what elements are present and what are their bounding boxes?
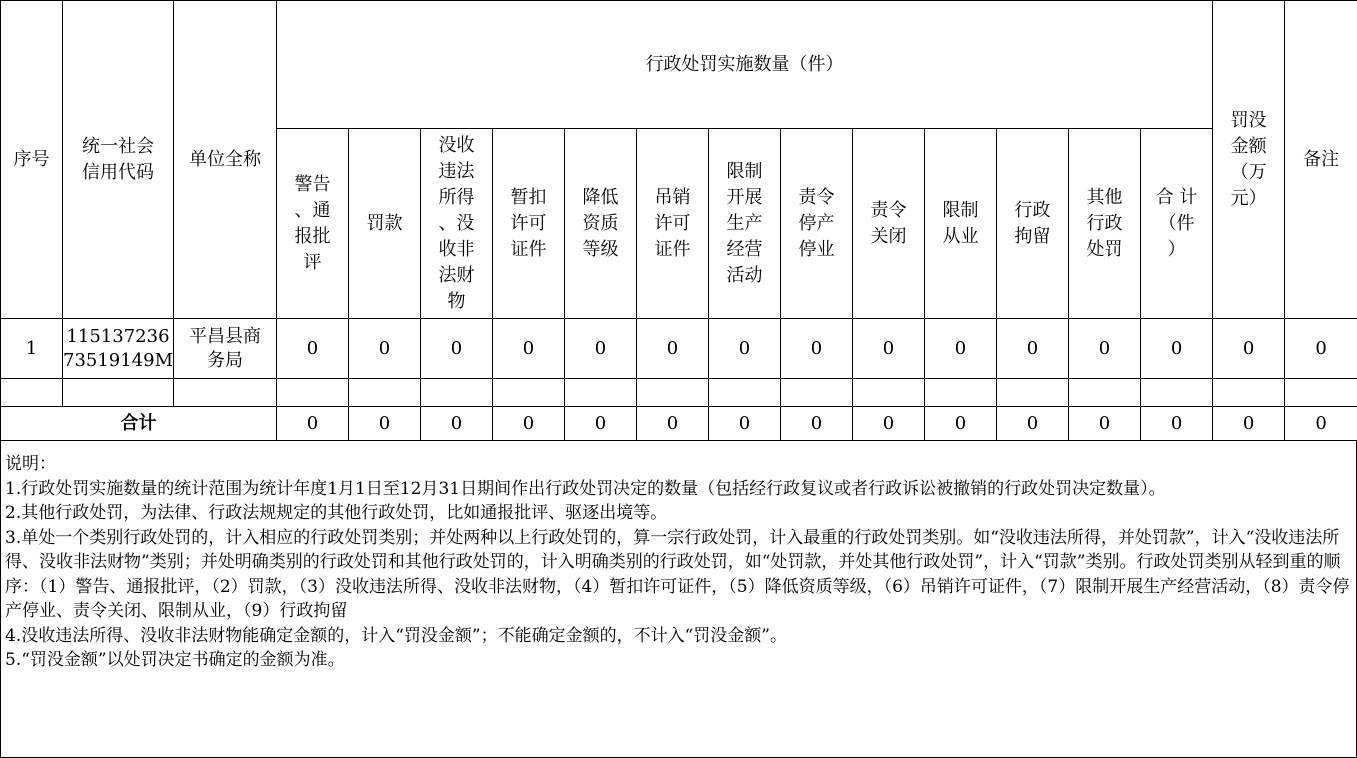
total-value: 0 — [1285, 407, 1357, 441]
note-item: 3.单处一个类别行政处罚的，计入相应的行政处罚类别；并处两种以上行政处罚的，算一宗行政处罚，计入最重的行政处罚类别。如“没收违法所得，并处罚款”，计入“没收违法所得、没收非法财物”类别；并处明确类别的行政处罚和其他行政处罚的，计入明确类别的行政处罚，如“处罚款，并处其他行政处罚”，计入“罚款”类别。行政处罚类别从轻到重的顺序：（1）警告、通报批评，（2）罚款，（3）没收违法所得、没收非法财物，（4）暂扣许可证件，（5）降低资质等级，（6）吊销许可证件，（7）限制开展生产经营活动，（8）责令停产停业、责令关闭、限制从业，（9）行政拘留 — [5, 527, 1350, 621]
header-seq: 序号 — [1, 1, 63, 319]
total-value: 0 — [349, 407, 421, 441]
header-penalty-type: 责令 关闭 — [853, 129, 925, 319]
header-penalty-type: 吊销 许可 证件 — [637, 129, 709, 319]
cell-value: 0 — [1285, 319, 1357, 379]
header-penalty-type: 其他 行政 处罚 — [1069, 129, 1141, 319]
total-value: 0 — [925, 407, 997, 441]
header-penalty-type: 合 计 （件 ） — [1141, 129, 1213, 319]
total-value: 0 — [565, 407, 637, 441]
cell-value: 0 — [1213, 319, 1285, 379]
total-label: 合计 — [1, 407, 277, 441]
cell-value: 0 — [493, 319, 565, 379]
cell-credit-code: 115137236 73519149M — [63, 319, 174, 379]
header-penalty-type: 没收 违法 所得 、没 收非 法财 物 — [421, 129, 493, 319]
total-value: 0 — [1069, 407, 1141, 441]
cell-value: 0 — [853, 319, 925, 379]
total-value: 0 — [637, 407, 709, 441]
cell-unit-name: 平昌县商 务局 — [174, 319, 277, 379]
total-value: 0 — [277, 407, 349, 441]
header-penalty-type: 责令 停产 停业 — [781, 129, 853, 319]
header-penalty-type: 限制 从业 — [925, 129, 997, 319]
notes-section — [0, 440, 1357, 758]
cell-value: 0 — [421, 319, 493, 379]
empty-row — [1, 379, 1357, 407]
cell-value: 0 — [349, 319, 421, 379]
header-penalty-type: 警告 、通 报批 评 — [277, 129, 349, 319]
total-value: 0 — [1213, 407, 1285, 441]
header-remark: 备注 — [1285, 1, 1357, 319]
header-penalty-type: 暂扣 许可 证件 — [493, 129, 565, 319]
total-value: 0 — [1141, 407, 1213, 441]
note-item: 1.行政处罚实施数量的统计范围为统计年度1月1日至12月31日期间作出行政处罚决定的数量（包括经行政复议或者行政诉讼被撤销的行政处罚决定数量）。 — [5, 478, 1166, 499]
note-item: 4.没收违法所得、没收非法财物能确定金额的，计入“罚没金额”；不能确定金额的，不计入“罚没金额”。 — [5, 625, 787, 646]
cell-value: 0 — [925, 319, 997, 379]
total-value: 0 — [709, 407, 781, 441]
note-item: 5.“罚没金额”以处罚决定书确定的金额为准。 — [5, 650, 345, 670]
cell-value: 0 — [637, 319, 709, 379]
total-value: 0 — [781, 407, 853, 441]
cell-value: 0 — [1069, 319, 1141, 379]
cell-value: 0 — [997, 319, 1069, 379]
total-value: 0 — [997, 407, 1069, 441]
cell-value: 0 — [781, 319, 853, 379]
total-value: 0 — [421, 407, 493, 441]
total-value: 0 — [493, 407, 565, 441]
cell-value: 0 — [709, 319, 781, 379]
notes-title: 说明： — [5, 454, 56, 474]
header-penalty-type: 行政 拘留 — [997, 129, 1069, 319]
note-item: 2.其他行政处罚，为法律、行政法规规定的其他行政处罚，比如通报批评、驱逐出境等。 — [5, 503, 668, 523]
header-penalty-count-group: 行政处罚实施数量（件） — [277, 1, 1213, 129]
cell-value: 0 — [277, 319, 349, 379]
cell-value: 0 — [565, 319, 637, 379]
header-credit-code: 统一社会 信用代码 — [63, 1, 174, 319]
header-amount: 罚没 金额 （万 元） — [1213, 1, 1285, 319]
header-unit-name: 单位全称 — [174, 1, 277, 319]
header-penalty-type: 限制 开展 生产 经营 活动 — [709, 129, 781, 319]
cell-value: 0 — [1141, 319, 1213, 379]
cell-seq: 1 — [1, 319, 63, 379]
header-penalty-type: 罚款 — [349, 129, 421, 319]
total-value: 0 — [853, 407, 925, 441]
header-penalty-type: 降低 资质 等级 — [565, 129, 637, 319]
